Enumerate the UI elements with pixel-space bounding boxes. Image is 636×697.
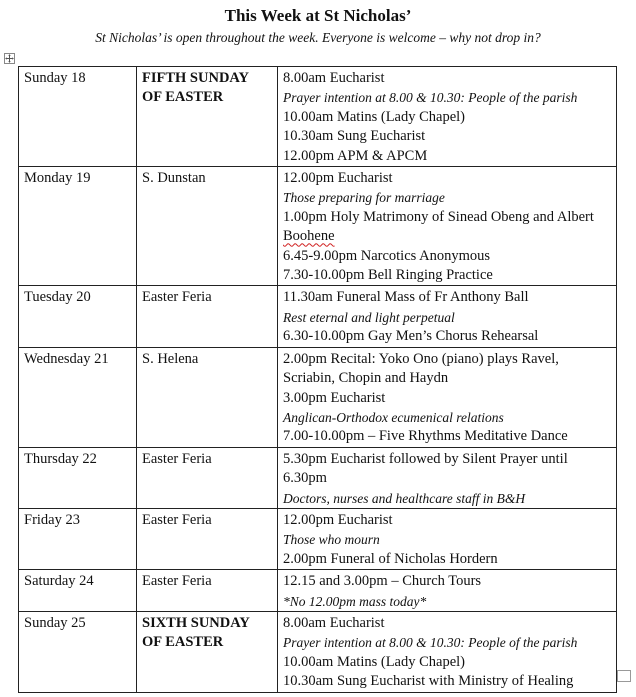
day-cell: Saturday 24 — [19, 570, 137, 612]
prayer-intention: Anglican-Orthodox ecumenical relations — [283, 409, 504, 425]
weekly-schedule-table — [18, 66, 617, 693]
day-cell: Tuesday 20 — [19, 286, 137, 347]
schedule-row — [19, 611, 617, 692]
events-cell — [278, 67, 617, 167]
observance-cell: Easter Feria — [137, 508, 278, 569]
event-line: 8.00am Eucharist — [283, 614, 385, 631]
schedule-row — [19, 447, 617, 508]
event-line: 11.30am Funeral Mass of Fr Anthony Ball — [283, 289, 529, 306]
event-line: 10.30am Sung Eucharist — [283, 128, 426, 145]
event-line: 6.45-9.00pm Narcotics Anonymous — [283, 247, 491, 264]
events-cell — [278, 611, 617, 692]
event-line: 7.00-10.00pm – Five Rhythms Meditative Dance — [283, 428, 568, 445]
observance-cell: Easter Feria — [137, 570, 278, 612]
prayer-intention: *No 12.00pm mass today* — [283, 593, 427, 609]
event-line: 2.00pm Funeral of Nicholas Hordern — [283, 550, 498, 567]
events-cell — [278, 508, 617, 569]
prayer-intention: Prayer intention at 8.00 & 10.30: People of the parish — [283, 635, 578, 651]
prayer-intention: Prayer intention at 8.00 & 10.30: People of the parish — [283, 90, 578, 106]
event-line: 10.00am Matins (Lady Chapel) — [283, 108, 466, 125]
day-cell: Sunday 18 — [19, 67, 137, 167]
schedule-row — [19, 347, 617, 447]
table-resize-handle-icon[interactable] — [617, 670, 631, 682]
observance-cell: Easter Feria — [137, 447, 278, 508]
page-subtitle: St Nicholas’ is open throughout the week. Everyone is welcome – why not drop in? — [95, 30, 541, 45]
schedule-row — [19, 508, 617, 569]
prayer-intention: Those who mourn — [283, 532, 380, 548]
event-text: 1.00pm Holy Matrimony of Sinead Obeng and Albert — [283, 208, 594, 225]
event-line: 7.30-10.00pm Bell Ringing Practice — [283, 267, 493, 284]
events-cell — [278, 286, 617, 347]
event-line: 2.00pm Recital: Yoko Ono (piano) plays Ravel, Scriabin, Chopin and Haydn — [283, 350, 559, 387]
events-cell — [278, 167, 617, 286]
observance-cell: SIXTH SUNDAY OF EASTER — [137, 611, 278, 692]
event-line: 3.00pm Eucharist — [283, 389, 386, 406]
day-cell: Monday 19 — [19, 167, 137, 286]
event-line: 8.00am Eucharist — [283, 70, 385, 86]
observance-cell: FIFTH SUNDAY OF EASTER — [137, 67, 278, 167]
table-move-handle-icon[interactable] — [4, 53, 15, 64]
events-cell — [278, 570, 617, 612]
day-cell: Wednesday 21 — [19, 347, 137, 447]
event-line: 12.00pm APM & APCM — [283, 147, 428, 164]
events-cell — [278, 347, 617, 447]
prayer-intention: Doctors, nurses and healthcare staff in B&H — [283, 490, 526, 506]
schedule-row — [19, 570, 617, 612]
events-cell — [278, 447, 617, 508]
schedule-row — [19, 167, 617, 286]
prayer-intention: Those preparing for marriage — [283, 190, 445, 206]
event-line: 10.00am Matins (Lady Chapel) — [283, 653, 466, 670]
observance-cell: Easter Feria — [137, 286, 278, 347]
event-line: 12.00pm Eucharist — [283, 170, 393, 187]
schedule-row — [19, 67, 617, 167]
event-line: 5.30pm Eucharist followed by Silent Prayer until 6.30pm — [283, 450, 568, 487]
day-cell: Sunday 25 — [19, 611, 137, 692]
prayer-intention: Rest eternal and light perpetual — [283, 309, 455, 325]
observance-cell: S. Dunstan — [137, 167, 278, 286]
event-line: 10.30am Sung Eucharist with Ministry of Healing — [283, 673, 574, 690]
event-line — [283, 208, 611, 247]
page-title: This Week at St Nicholas’ — [224, 6, 412, 25]
event-line: 12.15 and 3.00pm – Church Tours — [283, 573, 482, 590]
spellcheck-flagged-word[interactable]: Boohene — [283, 228, 335, 245]
day-cell: Friday 23 — [19, 508, 137, 569]
event-line: 12.00pm Eucharist — [283, 511, 393, 528]
schedule-row — [19, 286, 617, 347]
observance-cell: S. Helena — [137, 347, 278, 447]
event-line: 6.30-10.00pm Gay Men’s Chorus Rehearsal — [283, 328, 539, 345]
day-cell: Thursday 22 — [19, 447, 137, 508]
